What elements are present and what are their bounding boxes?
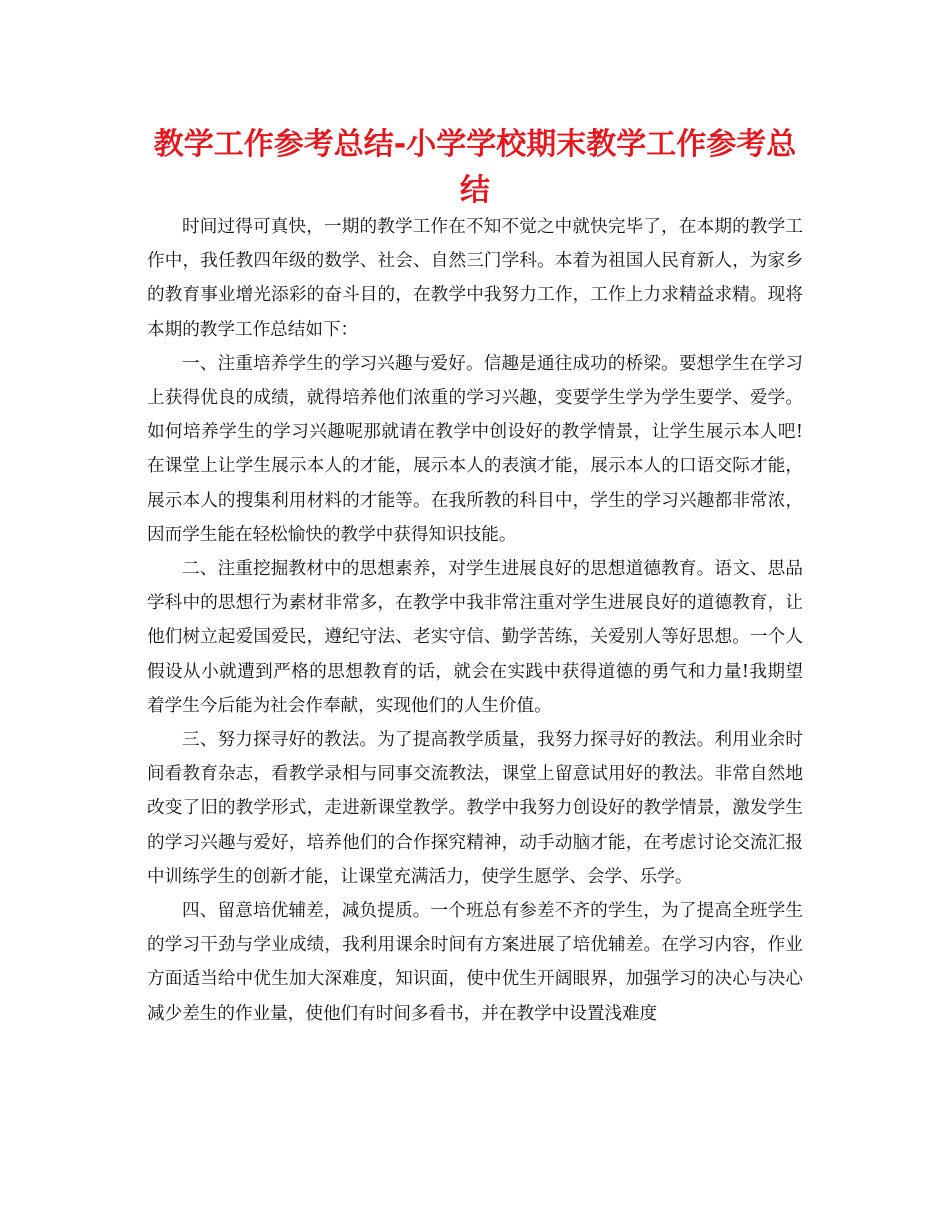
paragraph-interest: 一、注重培养学生的学习兴趣与爱好。信趣是通往成功的桥梁。要想学生在学习上获得优良的成绩，就得培养他们浓重的学习兴趣，变要学生学为学生要学、爱学。如何培养学生的学习兴趣呢那就请在教学中创设好的教学情景，让学生展示本人吧!在课堂上让学生展示本人的才能，展示本人的表演才能，展示本人的口语交际才能，展示本人的搜集利用材料的才能等。在我所教的科目中，学生的学习兴趣都非常浓，因而学生能在轻松愉快的教学中获得知识技能。 <box>147 353 803 545</box>
paragraph-intro: 时间过得可真快，一期的教学工作在不知不觉之中就快完毕了，在本期的教学工作中，我任教四年级的数学、社会、自然三门学科。本着为祖国人民育新人，为家乡的教育事业增光添彩的奋斗目的，在教学中我努力工作，工作上力求精益求精。现将本期的教学工作总结如下： <box>147 217 803 340</box>
paragraph-teaching-methods: 三、努力探寻好的教法。为了提高教学质量，我努力探寻好的教法。利用业余时间看教育杂志，看教学录相与同事交流教法，课堂上留意试用好的教法。非常自然地改变了旧的教学形式，走进新课堂教学。教学中我努力创设好的教学情景，激发学生的学习兴趣与爱好，培养他们的合作探究精神，动手动脑才能，在考虑讨论交流汇报中训练学生的创新才能，让课堂充满活力，使学生愿学、会学、乐学。 <box>147 730 803 887</box>
paragraph-moral-education: 二、注重挖掘教材中的思想素养，对学生进展良好的思想道德教育。语文、思品学科中的思想行为素材非常多，在教学中我非常注重对学生进展良好的道德教育，让他们树立起爱国爱民，遵纪守法、老实守信、勤学苦练，关爱别人等好思想。一个人假设从小就遭到严格的思想教育的话，就会在实践中获得道德的勇气和力量!我期望着学生今后能为社会作奉献，实现他们的人生价值。 <box>147 559 803 716</box>
document-body <box>147 210 803 1031</box>
paragraph-tutoring: 四、留意培优辅差，减负提质。一个班总有参差不齐的学生，为了提高全班学生的学习干劲与学业成绩，我利用课余时间有方案进展了培优辅差。在学习内容，作业方面适当给中优生加大深难度，知识面，使中优生开阔眼界，加强学习的决心与决心减少差生的作业量，使他们有时间多看书，并在教学中设置浅难度 <box>147 901 803 1024</box>
document-title: 教学工作参考总结-小学学校期末教学工作参考总结 <box>153 127 797 208</box>
